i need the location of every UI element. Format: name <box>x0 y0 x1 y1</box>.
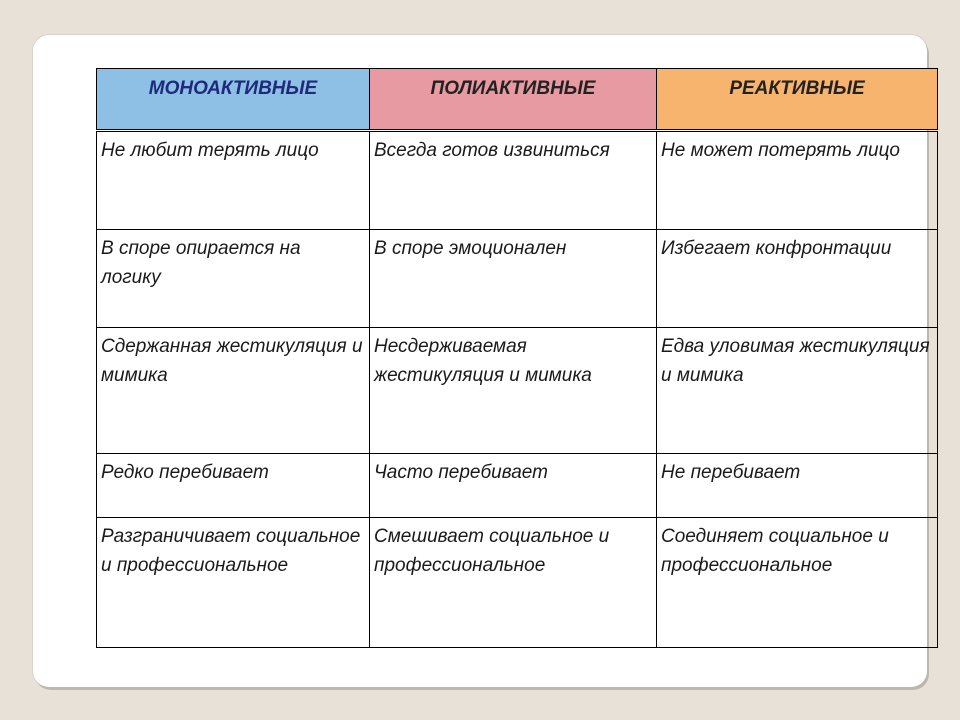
table-cell: Избегает конфронтации <box>657 230 938 328</box>
table-cell: Всегда готов извиниться <box>370 131 657 230</box>
table-row <box>97 328 938 454</box>
table-cell: Смешивает социальное и профессиональное <box>370 518 657 648</box>
table-cell: Редко перебивает <box>97 454 370 518</box>
table-row <box>97 131 938 230</box>
comparison-table <box>96 68 938 648</box>
header-polyactive: ПОЛИАКТИВНЫЕ <box>370 69 657 131</box>
table-cell: В споре эмоционален <box>370 230 657 328</box>
table-cell: Едва уловимая жестикуляция и мимика <box>657 328 938 454</box>
table-cell: Не перебивает <box>657 454 938 518</box>
header-monoactive: МОНОАКТИВНЫЕ <box>97 69 370 131</box>
table-cell: Не может потерять лицо <box>657 131 938 230</box>
table-row <box>97 518 938 648</box>
slide <box>33 35 930 687</box>
header-reactive: РЕАКТИВНЫЕ <box>657 69 938 131</box>
table-cell: Несдерживаемая жестикуляция и мимика <box>370 328 657 454</box>
table-row <box>97 230 938 328</box>
table-cell: Соединяет социальное и профессиональное <box>657 518 938 648</box>
table-cell: Часто перебивает <box>370 454 657 518</box>
table-cell: В споре опирается на логику <box>97 230 370 328</box>
table-cell: Разграничивает социальное и профессиональное <box>97 518 370 648</box>
table-cell: Не любит терять лицо <box>97 131 370 230</box>
table-cell: Сдержанная жестикуляция и мимика <box>97 328 370 454</box>
header-row <box>97 69 938 131</box>
table-row <box>97 454 938 518</box>
